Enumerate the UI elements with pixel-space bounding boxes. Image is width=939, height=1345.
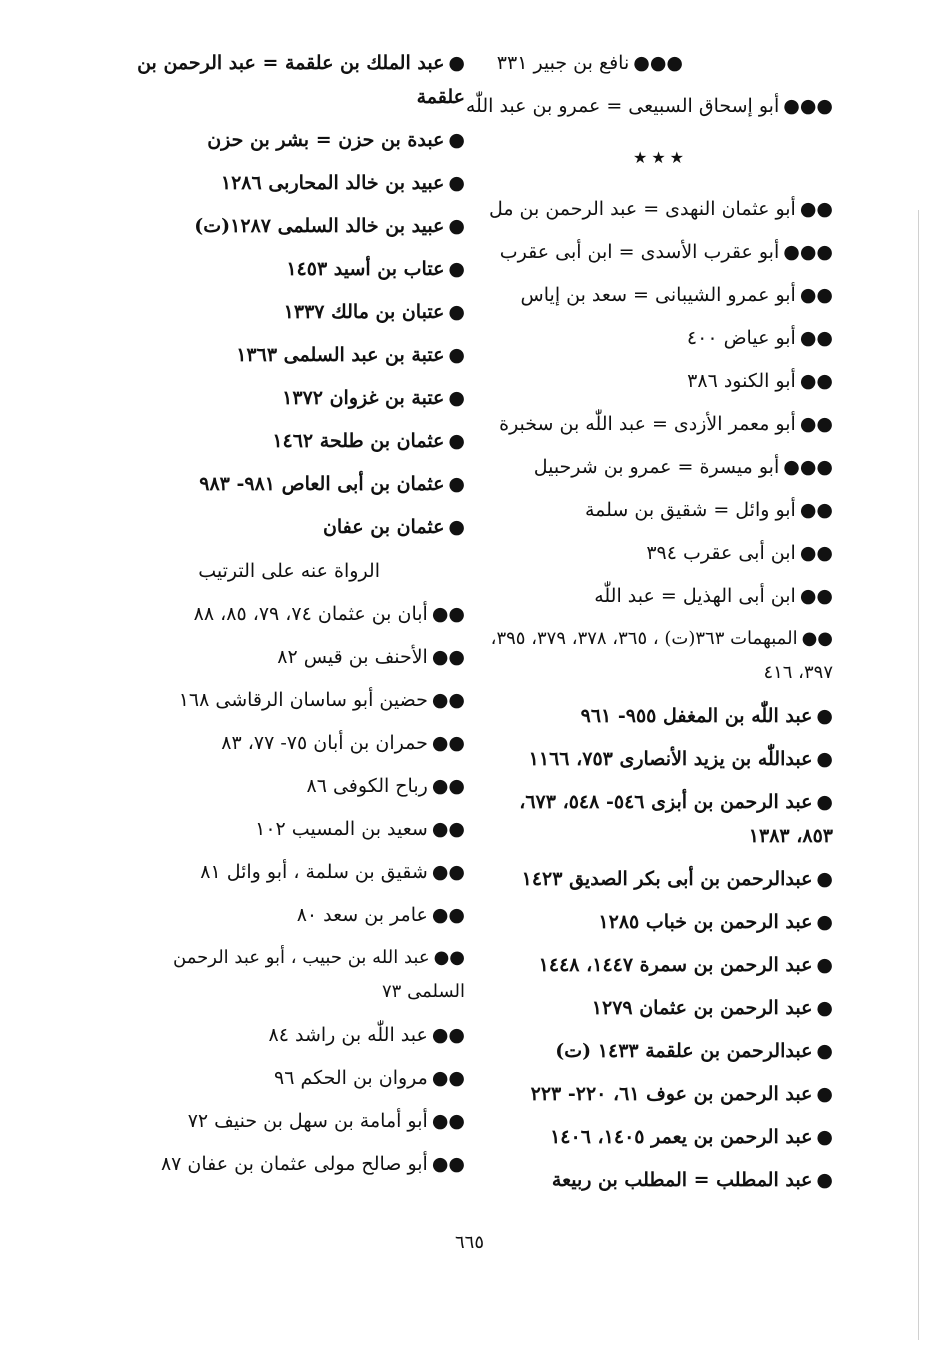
entry-text: عبدالرحمن بن علقمة ١٤٣٣ (ت) <box>555 1040 813 1062</box>
entry-text: عبد الرحمن بن يعمر ١٤٠٥، ١٤٠٦ <box>550 1126 813 1148</box>
entry-text: عبيد بن خالد المحاربى ١٢٨٦ <box>220 172 445 194</box>
index-entry <box>118 1057 465 1100</box>
entry-text: عبد الرحمن بن سمرة ١٤٤٧، ١٤٤٨ <box>538 954 813 976</box>
index-entry <box>118 851 465 894</box>
index-entry <box>488 532 833 575</box>
bullet-icon: ● <box>448 129 465 151</box>
bullet-icon: ● <box>448 430 465 452</box>
bullet-icon: ●● <box>431 861 465 883</box>
entry-text: عبد اللّٰه بن راشد ٨٤ <box>268 1024 428 1046</box>
bullet-icon: ● <box>816 1126 833 1148</box>
page-number: ٦٦٥ <box>454 1232 484 1253</box>
index-entry <box>488 360 833 403</box>
entry-text: عبد الملك بن علقمة = عبد الرحمن بن علقمة <box>137 52 465 108</box>
index-entry <box>488 231 833 274</box>
entry-text: عثمان بن عفان <box>322 516 445 538</box>
bullet-icon: ●● <box>431 732 465 754</box>
bullet-icon: ● <box>816 705 833 727</box>
bullet-icon: ●● <box>431 603 465 625</box>
bullet-icon: ● <box>816 791 833 813</box>
index-entry <box>118 894 465 937</box>
index-entry <box>118 937 465 1014</box>
bullet-icon: ● <box>816 1169 833 1191</box>
index-entry <box>488 781 833 858</box>
index-entry <box>488 446 833 489</box>
index-entry <box>488 274 833 317</box>
entry-text: ابن أبى الهذيل = عبد اللّٰه <box>594 585 796 607</box>
index-entry <box>488 188 833 231</box>
index-entry <box>488 575 833 618</box>
entry-text: عبدالرحمن بن أبى بكر الصديق ١٤٢٣ <box>521 868 813 890</box>
entry-text: أبو عياض ٤٠٠ <box>686 327 796 349</box>
entry-text: عتبة بن غزوان ١٣٧٢ <box>282 387 445 409</box>
index-entry <box>118 1100 465 1143</box>
index-entry <box>118 765 465 808</box>
bullet-icon: ● <box>816 997 833 1019</box>
entry-text: عبد الرحمن بن عوف ٦١، ٢٢٠- ٢٢٣ <box>530 1083 813 1105</box>
index-entry <box>118 722 465 765</box>
bullet-icon: ●● <box>799 499 833 521</box>
narrators-heading: الرواة عنه على الترتيب <box>198 560 380 582</box>
bullet-icon: ●● <box>431 689 465 711</box>
index-entry <box>118 679 465 722</box>
bullet-icon: ●● <box>799 542 833 564</box>
bullet-icon: ● <box>448 516 465 538</box>
index-entry <box>118 119 465 162</box>
bullet-icon: ●●● <box>783 95 833 117</box>
bullet-icon: ● <box>448 258 465 280</box>
entry-text: أبو صالح مولى عثمان بن عفان ٨٧ <box>160 1153 428 1175</box>
bullet-icon: ●● <box>431 1110 465 1132</box>
index-entry <box>118 808 465 851</box>
entry-text: عثمان بن أبى العاص ٩٨١- ٩٨٣ <box>199 473 445 495</box>
bullet-icon: ●● <box>433 947 465 968</box>
bullet-icon: ●● <box>431 1024 465 1046</box>
index-entry <box>465 85 833 128</box>
index-entry <box>488 42 833 85</box>
entry-text: أبو ميسرة = عمرو بن شرحبيل <box>533 456 780 478</box>
entry-text: عتبة بن عبد السلمى ١٣٦٣ <box>236 344 445 366</box>
bullet-icon: ●● <box>799 284 833 306</box>
index-entry <box>488 1073 833 1116</box>
index-entry <box>488 695 833 738</box>
index-entry <box>488 858 833 901</box>
bullet-icon: ●●● <box>633 52 683 74</box>
index-entry <box>118 377 465 420</box>
bullet-icon: ● <box>816 911 833 933</box>
entry-text: عبيد بن خالد السلمى ١٢٨٧(ت) <box>194 215 445 237</box>
bullet-icon: ●● <box>799 370 833 392</box>
entry-text: مروان بن الحكم ٩٦ <box>273 1067 428 1089</box>
bullet-icon: ● <box>448 344 465 366</box>
entry-text: سعيد بن المسيب ١٠٢ <box>255 818 428 840</box>
bullet-icon: ● <box>816 954 833 976</box>
index-entry <box>118 291 465 334</box>
bullet-icon: ●● <box>801 628 833 649</box>
bullet-icon: ●● <box>799 413 833 435</box>
entry-text: عتاب بن أسيد ١٤٥٣ <box>286 258 445 280</box>
index-entry <box>488 1159 833 1202</box>
entry-text: أبو وائل = شقيق بن سلمة <box>584 499 796 521</box>
bullet-icon: ●● <box>431 646 465 668</box>
index-entry <box>488 944 833 987</box>
bullet-icon: ●●● <box>783 241 833 263</box>
index-entry <box>488 317 833 360</box>
right-column <box>465 42 833 1202</box>
bullet-icon: ● <box>448 473 465 495</box>
bullet-icon: ●●● <box>783 456 833 478</box>
bullet-icon: ● <box>816 1040 833 1062</box>
bullet-icon: ●● <box>431 775 465 797</box>
entry-text: عبداللّٰه بن يزيد الأنصارى ٧٥٣، ١١٦٦ <box>528 748 813 770</box>
entry-text: أبو الكنود ٣٨٦ <box>687 370 796 392</box>
index-entry <box>118 162 465 205</box>
left-column <box>118 42 465 1186</box>
entry-text: عبد المطلب = المطلب بن ربيعة <box>551 1169 813 1191</box>
entry-text: ابن أبى عقرب ٣٩٤ <box>646 542 796 564</box>
bullet-icon: ● <box>448 52 465 74</box>
index-entry <box>118 334 465 377</box>
bullet-icon: ● <box>816 1083 833 1105</box>
entry-text: أبان بن عثمان ٧٤، ٧٩، ٨٥، ٨٨ <box>193 603 428 625</box>
index-entry <box>488 738 833 781</box>
entry-text: الأحنف بن قيس ٨٢ <box>277 646 428 668</box>
entry-text: أبو إسحاق السبيعى = عمرو بن عبد اللّٰه <box>465 95 780 117</box>
entry-text: أبو عمرو الشيبانى = سعد بن إياس <box>520 284 796 306</box>
entry-text: عثمان بن طلحة ١٤٦٢ <box>272 430 445 452</box>
entry-text: أبو عقرب الأسدى = ابن أبى عقرب <box>499 241 780 263</box>
entry-text: عامر بن سعد ٨٠ <box>296 904 428 926</box>
bullet-icon: ●● <box>431 1067 465 1089</box>
entry-text: عبد الرحمن بن أبزى ٥٤٦- ٥٤٨، ٦٧٣، ٨٥٣، ١٣٨٣ <box>519 791 833 847</box>
entry-text: عبد اللّٰه بن المغفل ٩٥٥- ٩٦١ <box>580 705 813 727</box>
entry-text: نافع بن جبير ٣٣١ <box>496 52 630 74</box>
bullet-icon: ● <box>448 215 465 237</box>
bullet-icon: ●● <box>799 585 833 607</box>
index-entry <box>118 42 465 119</box>
bullet-icon: ●● <box>431 1153 465 1175</box>
index-entry <box>118 248 465 291</box>
index-entry <box>488 901 833 944</box>
bullet-icon: ●● <box>431 818 465 840</box>
index-entry <box>118 593 465 636</box>
index-entry <box>488 618 833 695</box>
entry-text: شقيق بن سلمة ، أبو وائل ٨١ <box>200 861 428 883</box>
entry-text: المبهمات ٣٦٣(ت) ، ٣٦٥، ٣٧٨، ٣٧٩، ٣٩٥، ٣٩٧، ٤١٦ <box>490 628 833 683</box>
index-entry <box>488 1116 833 1159</box>
index-entry <box>488 403 833 446</box>
entry-text: حمران بن أبان ٧٥- ٧٧، ٨٣ <box>221 732 428 754</box>
index-entry <box>118 420 465 463</box>
entry-text: عتبان بن مالك ١٣٣٧ <box>283 301 445 323</box>
entry-text: أبو أمامة بن سهل بن حنيف ٧٢ <box>187 1110 428 1132</box>
bullet-icon: ● <box>448 301 465 323</box>
bullet-icon: ●● <box>799 198 833 220</box>
entry-text: عبد الرحمن بن خباب ١٢٨٥ <box>598 911 813 933</box>
bullet-icon: ●● <box>431 904 465 926</box>
index-entry <box>118 205 465 248</box>
bullet-icon: ● <box>816 748 833 770</box>
index-entry <box>118 636 465 679</box>
entry-text: عبد الرحمن بن عثمان ١٢٧٩ <box>591 997 813 1019</box>
index-entry <box>118 463 465 506</box>
section-separator-stars: ★★★ <box>632 148 689 167</box>
index-entry <box>118 506 465 549</box>
index-entry <box>118 1014 465 1057</box>
bullet-icon: ● <box>448 172 465 194</box>
index-entry <box>488 987 833 1030</box>
bullet-icon: ● <box>448 387 465 409</box>
entry-text: رباح الكوفى ٨٦ <box>306 775 428 797</box>
bullet-icon: ● <box>816 868 833 890</box>
index-entry <box>488 489 833 532</box>
index-entry <box>118 1143 465 1186</box>
bullet-icon: ●● <box>799 327 833 349</box>
entry-text: أبو عثمان النهدى = عبد الرحمن بن مل <box>488 198 796 220</box>
entry-text: حضين أبو ساسان الرقاشى ١٦٨ <box>178 689 428 711</box>
entry-text: أبو معمر الأزدى = عبد اللّٰه بن سخبرة <box>499 413 796 435</box>
entry-text: عبد الله بن حبيب ، أبو عبد الرحمن السلمى ٧٣ <box>173 947 465 1002</box>
page-edge-line <box>918 210 919 1340</box>
entry-text: عبدة بن حزن = بشر بن حزن <box>207 129 445 151</box>
index-entry <box>488 1030 833 1073</box>
